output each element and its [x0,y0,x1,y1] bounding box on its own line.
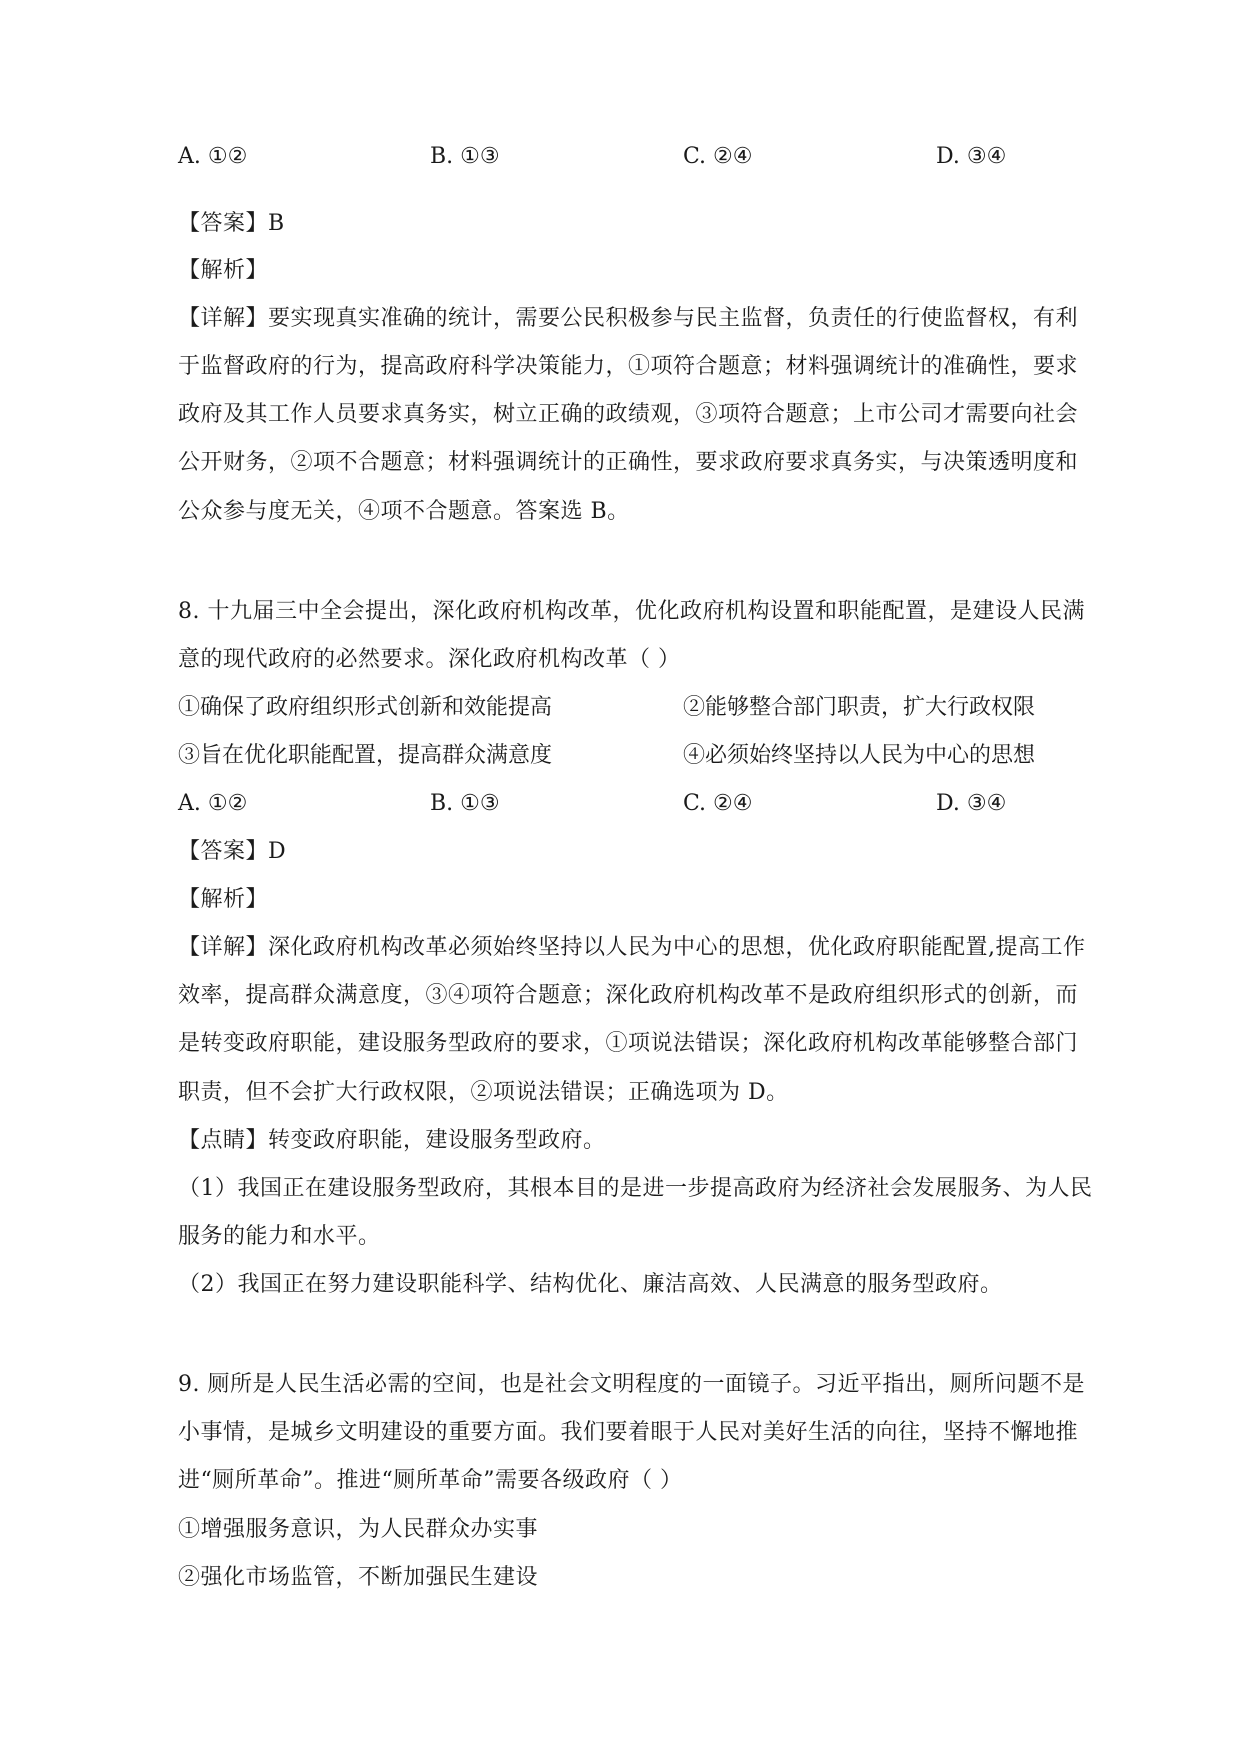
q7-detail-line: 政府及其工作人员要求真务实，树立正确的政绩观，③项符合题意；上市公司才需要向社会 [178,402,1079,427]
q8-stem-line: 8. 十九届三中全会提出，深化政府机构改革，优化政府机构设置和职能配置，是建设人民满 [178,599,1085,624]
q8-option-b: B. ①③ [430,791,500,816]
q8-statement-3: ③旨在优化职能配置，提高群众满意度 [178,743,553,768]
q7-answer: 【答案】B [178,211,285,236]
q8-option-c: C. ②④ [683,791,753,816]
q8-answer: 【答案】D [178,839,287,864]
q8-detail-line: 效率，提高群众满意度，③④项符合题意；深化政府机构改革不是政府组织形式的创新，而 [178,983,1079,1008]
q7-analysis-title: 【解析】 [178,258,269,283]
q8-detail-line: 是转变政府职能，建设服务型政府的要求，①项说法错误；深化政府机构改革能够整合部门 [178,1031,1079,1056]
q8-detail-line: 职责，但不会扩大行政权限，②项说法错误；正确选项为 D。 [178,1080,789,1105]
q8-option-d: D. ③④ [936,791,1007,816]
q7-option-b: B. ①③ [430,144,500,169]
q7-detail-line: 公开财务，②项不合题意；材料强调统计的正确性，要求政府要求真务实，与决策透明度和 [178,450,1079,475]
q9-statement-1: ①增强服务意识，为人民群众办实事 [178,1517,539,1542]
q8-option-a: A. ①② [178,791,248,816]
q8-statement-1: ①确保了政府组织形式创新和效能提高 [178,695,553,720]
q8-tip-line: 服务的能力和水平。 [178,1224,381,1249]
q8-statement-2: ②能够整合部门职责，扩大行政权限 [683,695,1036,720]
q8-analysis-title: 【解析】 [178,887,269,912]
q8-detail-line: 【详解】深化政府机构改革必须始终坚持以人民为中心的思想，优化政府职能配置,提高工作 [178,935,1086,960]
q7-detail-line: 公众参与度无关，④项不合题意。答案选 B。 [178,499,630,524]
q8-tip-line: 【点睛】转变政府职能，建设服务型政府。 [178,1128,606,1153]
q9-stem-line: 进“厕所革命”。推进“厕所革命”需要各级政府（ ） [178,1468,683,1493]
q8-statement-4: ④必须始终坚持以人民为中心的思想 [683,743,1036,768]
q8-tip-line: （1）我国正在建设服务型政府，其根本目的是进一步提高政府为经济社会发展服务、为人民 [178,1176,1093,1201]
q8-tip-line: （2）我国正在努力建设职能科学、结构优化、廉洁高效、人民满意的服务型政府。 [178,1272,1003,1297]
q9-statement-2: ②强化市场监管，不断加强民生建设 [178,1565,539,1590]
q7-detail-line: 于监督政府的行为，提高政府科学决策能力，①项符合题意；材料强调统计的准确性，要求 [178,354,1079,379]
q7-detail-line: 【详解】要实现真实准确的统计，需要公民积极参与民主监督，负责任的行使监督权，有利 [178,306,1079,331]
q9-stem-line: 小事情，是城乡文明建设的重要方面。我们要着眼于人民对美好生活的向往，坚持不懈地推 [178,1420,1079,1445]
q9-stem-line: 9. 厕所是人民生活必需的空间，也是社会文明程度的一面镜子。习近平指出，厕所问题不是 [178,1372,1085,1397]
q8-stem-line: 意的现代政府的必然要求。深化政府机构改革（ ） [178,647,681,672]
q7-option-d: D. ③④ [936,144,1007,169]
q7-option-c: C. ②④ [683,144,753,169]
q7-option-a: A. ①② [178,144,248,169]
